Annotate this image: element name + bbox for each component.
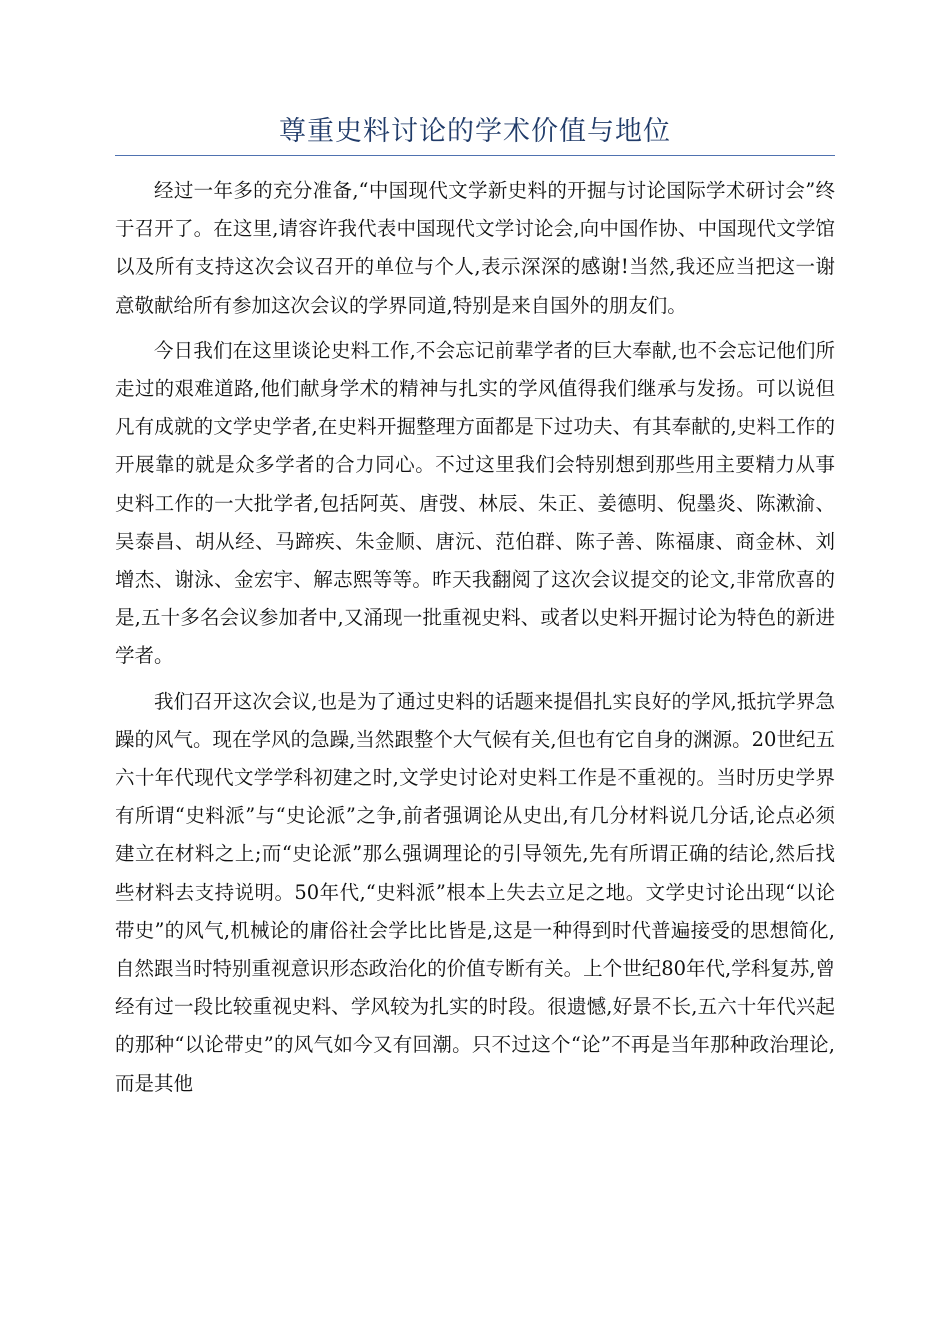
paragraph-3: 我们召开这次会议,也是为了通过史料的话题来提倡扎实良好的学风,抵抗学界急躁的风气。现在学风的急躁,当然跟整个大气候有关,但也有它自身的渊源。20世纪五六十年代现代文学学科初建之时,文学史讨论对史料工作是不重视的。当时历史学界有所谓“史料派”与“史论派”之争,前者强调论从史出,有几分材料说几分话,论点必须建立在材料之上;而“史论派”那么强调理论的引导领先,先有所谓正确的结论,然后找些材料去支持说明。50年代,“史料派”根本上失去立足之地。文学史讨论出现“以论带史”的风气,机械论的庸俗社会学比比皆是,这是一种得到时代普遍接受的思想简化,自然跟当时特别重视意识形态政治化的价值专断有关。上个世纪80年代,学科复苏,曾经有过一段比较重视史料、学风较为扎实的时段。很遗憾,好景不长,五六十年代兴起的那种“以论带史”的风气如今又有回潮。只不过这个“论”不再是当年那种政治理论,而是其他 (115, 689, 835, 1095)
page-title: 尊重史料讨论的学术价值与地位 (279, 116, 671, 147)
paragraph-1: 经过一年多的充分准备,“中国现代文学新史料的开掘与讨论国际学术研讨会”终于召开了。在这里,请容许我代表中国现代文学讨论会,向中国作协、中国现代文学馆以及所有支持这次会议召开的单位与个人,表示深深的感谢!当然,我还应当把这一谢意敬献给所有参加这次会议的学界同道,特别是来自国外的朋友们。 (115, 179, 835, 317)
document-body (115, 172, 835, 1110)
paragraph-2: 今日我们在这里谈论史料工作,不会忘记前辈学者的巨大奉献,也不会忘记他们所走过的艰难道路,他们献身学术的精神与扎实的学风值得我们继承与发扬。可以说但凡有成就的文学史学者,在史料开掘整理方面都是下过功夫、有其奉献的,史料工作的开展靠的就是众多学者的合力同心。不过这里我们会特别想到那些用主要精力从事史料工作的一大批学者,包括阿英、唐弢、林辰、朱正、姜德明、倪墨炎、陈漱渝、吴泰昌、胡从经、马蹄疾、朱金顺、唐沅、范伯群、陈子善、陈福康、商金林、刘增杰、谢泳、金宏宇、解志熙等等。昨天我翻阅了这次会议提交的论文,非常欣喜的是,五十多名会议参加者中,又涌现一批重视史料、或者以史料开掘讨论为特色的新进学者。 (115, 338, 835, 668)
title-divider (115, 155, 835, 156)
